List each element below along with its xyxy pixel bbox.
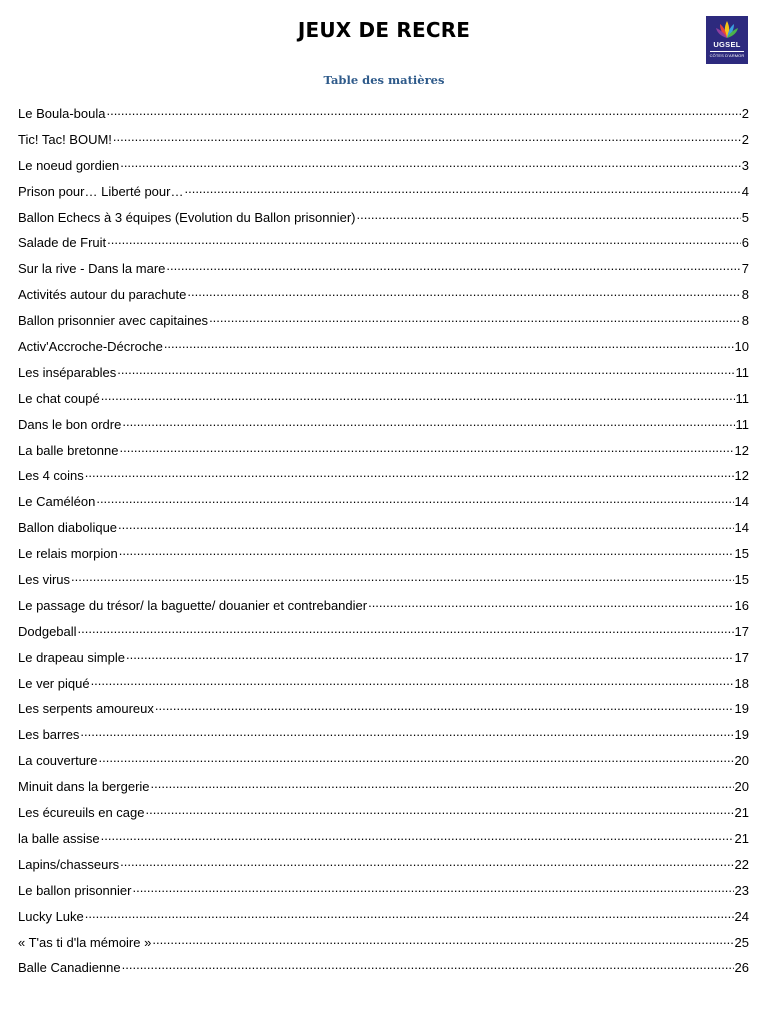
toc-leader-dots [164,337,734,351]
toc-entry-page-number[interactable]: 2 [741,106,749,121]
toc-leader-dots [113,130,741,144]
toc-entry-label[interactable]: Le Caméléon [18,494,96,510]
toc-entry-page-number[interactable]: 14 [734,494,749,510]
toc-entry-page-number[interactable]: 21 [734,805,749,821]
logo-name: UGSEL [713,40,741,49]
toc-entry-label[interactable]: La couverture [18,753,98,769]
toc-entry[interactable] [18,699,749,725]
toc-entry-page-number[interactable]: 12 [734,442,749,458]
toc-entry-label[interactable]: Lucky Luke [18,908,84,924]
toc-leader-dots [106,104,740,118]
toc-entry-label[interactable]: la balle assise [18,830,100,846]
table-of-contents [18,104,749,984]
toc-entry[interactable] [18,596,749,622]
toc-entry-page-number[interactable]: 8 [741,287,749,303]
toc-leader-dots [122,958,734,972]
toc-leader-dots [209,311,741,325]
toc-entry-label[interactable]: Activ'Accroche-Décroche [18,339,163,355]
toc-entry[interactable] [18,829,749,855]
toc-entry-label[interactable]: Les barres [18,727,80,743]
toc-entry[interactable] [18,570,749,596]
toc-entry-page-number[interactable]: 11 [735,390,749,406]
toc-entry[interactable] [18,233,749,259]
toc-entry-page-number[interactable]: 18 [734,675,749,691]
toc-leader-dots [120,855,733,869]
toc-leader-dots [91,674,734,688]
toc-leader-dots [101,829,734,843]
toc-entry[interactable] [18,182,749,208]
toc-entry[interactable] [18,311,749,337]
toc-entry-label[interactable]: « T'as ti d'la mémoire » [18,934,152,950]
toc-entry-label[interactable]: Le ver piqué [18,675,90,691]
toc-entry[interactable] [18,156,749,182]
toc-entry-label[interactable]: Le relais morpion [18,546,118,562]
toc-entry-page-number[interactable]: 15 [734,546,749,562]
toc-entry-page-number[interactable]: 17 [734,623,749,639]
toc-entry-page-number[interactable]: 12 [734,468,749,484]
toc-leader-dots [145,803,733,817]
toc-entry-label[interactable]: Les serpents amoureux [18,701,154,717]
toc-entry-label[interactable]: Activités autour du parachute [18,287,187,303]
toc-entry-page-number[interactable]: 20 [734,753,749,769]
toc-leader-dots [119,544,734,558]
toc-entry-label[interactable]: Les virus [18,572,71,588]
toc-entry-label[interactable]: Tic! Tac! BOUM! [18,131,112,147]
logo-divider [710,51,744,52]
toc-entry[interactable] [18,622,749,648]
toc-leader-dots [152,933,733,947]
toc-entry[interactable] [18,492,749,518]
toc-entry-label[interactable]: Le drapeau simple [18,649,125,665]
toc-entry-page-number[interactable]: 11 [735,364,749,380]
toc-entry[interactable] [18,363,749,389]
toc-entry[interactable] [18,933,749,959]
toc-entry-page-number[interactable]: 8 [741,313,749,329]
toc-entry-label[interactable]: Le Boula-boula [18,106,106,121]
toc-entry[interactable] [18,518,749,544]
toc-entry-page-number[interactable]: 19 [734,701,749,717]
toc-entry[interactable] [18,803,749,829]
toc-leader-dots [118,518,734,532]
toc-leader-dots [356,208,740,222]
toc-entry[interactable] [18,674,749,700]
toc-heading: Table des matières [323,73,445,87]
toc-entry-page-number[interactable]: 10 [734,339,749,355]
toc-entry[interactable] [18,958,749,984]
toc-leader-dots [368,596,733,610]
page-title: JEUX DE RECRE [297,18,471,42]
toc-entry-page-number[interactable]: 3 [741,157,749,173]
toc-entry-page-number[interactable]: 26 [734,960,749,976]
toc-leader-dots [126,648,734,662]
flame-icon [715,19,739,39]
toc-entry[interactable] [18,104,749,130]
toc-leader-dots [96,492,733,506]
toc-entry-label[interactable]: Le passage du trésor/ la baguette/ douanier et contrebandier [18,597,368,613]
toc-leader-dots [117,363,734,377]
toc-entry-label[interactable]: Le ballon prisonnier [18,882,132,898]
toc-leader-dots [80,725,733,739]
toc-leader-dots [119,441,733,455]
logo-subtitle: CÔTES D'ARMOR [709,53,745,58]
toc-leader-dots [101,389,735,403]
toc-entry-label[interactable]: Ballon diabolique [18,520,118,536]
toc-leader-dots [85,907,734,921]
toc-entry-page-number[interactable]: 16 [734,597,749,613]
toc-entry[interactable] [18,208,749,234]
toc-leader-dots [132,881,733,895]
toc-entry[interactable] [18,415,749,441]
ugsel-logo [706,16,748,64]
toc-entry[interactable] [18,544,749,570]
toc-entry-label[interactable]: Sur la rive - Dans la mare [18,261,166,277]
toc-entry-label[interactable]: Salade de Fruit [18,235,107,251]
toc-entry-label[interactable]: Dans le bon ordre [18,416,122,432]
toc-entry-page-number[interactable]: 6 [741,235,749,251]
toc-leader-dots [155,699,734,713]
toc-entry-label[interactable]: Prison pour… Liberté pour… [18,183,184,199]
toc-entry-label[interactable]: Le chat coupé [18,390,100,406]
toc-leader-dots [187,285,740,299]
toc-leader-dots [78,622,734,636]
toc-entry[interactable] [18,130,749,156]
toc-entry[interactable] [18,881,749,907]
toc-entry[interactable] [18,777,749,803]
toc-entry[interactable] [18,259,749,285]
toc-entry[interactable] [18,441,749,467]
toc-entry-label[interactable]: Balle Canadienne [18,960,121,976]
toc-entry-label[interactable]: Minuit dans la bergerie [18,779,150,795]
toc-entry[interactable] [18,337,749,363]
toc-entry-label[interactable]: Le noeud gordien [18,157,120,173]
toc-entry-page-number[interactable]: 19 [734,727,749,743]
toc-entry-label[interactable]: Dodgeball [18,623,77,639]
toc-entry-page-number[interactable]: 22 [734,856,749,872]
toc-entry-page-number[interactable]: 5 [741,209,749,225]
toc-entry-page-number[interactable]: 7 [741,261,749,277]
toc-entry-page-number[interactable]: 14 [734,520,749,536]
toc-entry[interactable] [18,855,749,881]
toc-entry-page-number[interactable]: 23 [734,882,749,898]
toc-entry-label[interactable]: Les écureuils en cage [18,805,145,821]
toc-leader-dots [120,156,741,170]
toc-leader-dots [166,259,740,273]
toc-entry-page-number[interactable]: 11 [735,416,749,432]
toc-entry-page-number[interactable]: 24 [734,908,749,924]
toc-entry-page-number[interactable]: 17 [734,649,749,665]
toc-leader-dots [71,570,734,584]
toc-entry[interactable] [18,285,749,311]
toc-entry-label[interactable]: Les inséparables [18,364,117,380]
toc-entry-label[interactable]: La balle bretonne [18,442,119,458]
toc-entry-page-number[interactable]: 21 [734,830,749,846]
toc-entry-page-number[interactable]: 2 [741,131,749,147]
toc-entry-label[interactable]: Ballon Echecs à 3 équipes (Evolution du Ballon prisonnier) [18,209,356,225]
toc-entry[interactable] [18,751,749,777]
toc-entry[interactable] [18,648,749,674]
toc-leader-dots [107,233,741,247]
toc-leader-dots [85,466,734,480]
toc-entry-label[interactable]: Ballon prisonnier avec capitaines [18,313,209,329]
toc-entry[interactable] [18,466,749,492]
toc-entry-page-number[interactable]: 20 [734,779,749,795]
toc-entry-label[interactable]: Les 4 coins [18,468,84,484]
toc-leader-dots [99,751,734,765]
toc-entry[interactable] [18,907,749,933]
toc-entry[interactable] [18,725,749,751]
toc-entry-page-number[interactable]: 15 [734,572,749,588]
toc-leader-dots [151,777,734,791]
toc-leader-dots [184,182,740,196]
toc-entry[interactable] [18,389,749,415]
toc-entry-label[interactable]: Lapins/chasseurs [18,856,120,872]
toc-entry-page-number[interactable]: 25 [734,934,749,950]
toc-leader-dots [122,415,734,429]
toc-entry-page-number[interactable]: 4 [741,183,749,199]
